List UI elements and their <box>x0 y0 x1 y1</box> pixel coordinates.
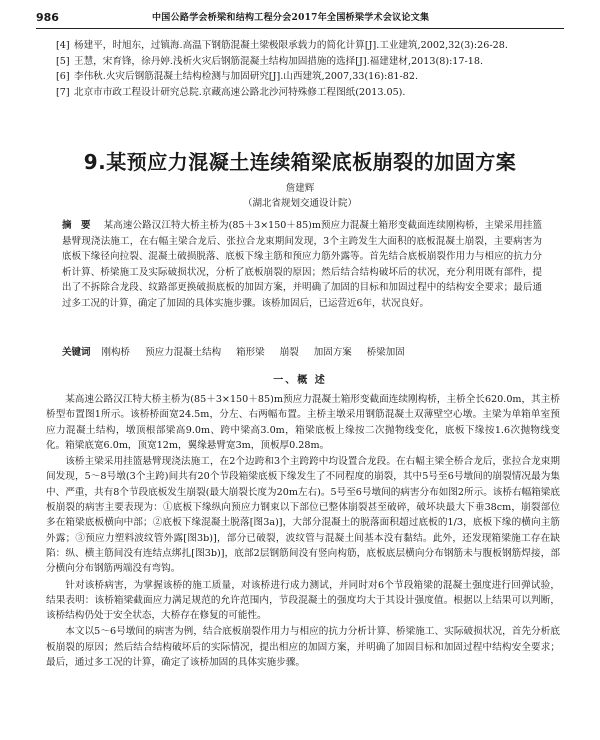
abstract-label: 摘 要 <box>62 220 94 231</box>
keyword: 桥梁加固 <box>366 347 405 358</box>
reference-text: 北京市市政工程设计研究总院.京藏高速公路北沙河特殊修工程图纸(2013.05). <box>74 86 406 98</box>
running-header <box>36 10 564 29</box>
body-paragraph: 针对该桥病害，为掌握该桥的施工质量，对该桥进行成力测试，并同时对6个节段箱梁的混凝土强度进行回弹试验，结果表明：该桥箱梁截面应力满足规范的允许范围内，节段混凝土的强度均大于其设计强度值。根据以上结果可以判断，该桥结构仍处于安全状态，大桥存在修复的可能性。 <box>46 579 560 622</box>
reference-number: [4] <box>56 40 70 51</box>
journal-title: 中国公路学会桥梁和结构工程分会2017年全国桥梁学术会议论文集 <box>152 13 430 23</box>
reference-text: 王慧，宋育锋，徐丹婷.浅析火灾后钢筋混凝土结构加固措施的选择[J].福建建材,2013(8):17-18. <box>74 55 484 67</box>
body-text <box>46 392 560 671</box>
body-paragraph: 本文以5～6号墩间的病害为例，结合底板崩裂作用力与相应的抗力分析计算、桥梁施工、实际破损状况，首先分析底板崩裂的原因；然后结合结构破坏后的实际情况，提出相应的加固方案，并明确了加固目标和加固过程中结构安全要求；最后，通过多工况的计算，确定了该桥加固的具体实施步骤。 <box>46 626 560 669</box>
reference-item <box>56 85 560 101</box>
paper-title: 9.某预应力混凝土连续箱梁底板崩裂的加固方案 <box>83 150 517 174</box>
reference-number: [5] <box>56 55 70 67</box>
reference-list <box>56 38 560 100</box>
keyword: 箱形梁 <box>236 347 265 358</box>
reference-text: 李伟秋.火灾后钢筋混凝土结构检测与加固研究[J].山西建筑,2007,33(16):81-82. <box>74 71 419 82</box>
reference-item <box>56 69 560 85</box>
body-paragraph: 某高速公路汉江特大桥主桥为(85＋3×150＋85)m预应力混凝土箱形变截面连续刚构桥，主桥全长620.0m，其主桥桥型布置图1所示。该桥桥面宽24.5m，分左、右两幅布置。主桥主墩采用钢筋混凝土双薄壁空心墩。主梁为单箱单室预应力混凝土结构，墩顶根部梁高9.0m、跨中梁高3.0m，箱梁底板上缘按二次抛物线变化，底板下缘按1.6次抛物线变化。箱梁底宽6.0m，顶宽12m，翼缘悬臂宽3m，顶板厚0.28m。 <box>46 394 560 451</box>
reference-number: [7] <box>56 86 70 98</box>
reference-item <box>56 54 560 70</box>
abstract-text: 某高速公路汉江特大桥主桥为(85＋3×150＋85)m预应力混凝土箱形变截面连续刚构桥，主梁采用挂篮悬臂现浇法施工，在右幅主梁合龙后、张拉合龙束期间发现，3个主跨发生大面积的底板混凝土崩裂，主要病害为底板下缘径向拉裂、混凝土破损脱落、底板下缘主筋和预应力筋外露等。首先结合底板崩裂作用力与相应的抗力分析计算、桥梁施工及实际破损状况，分析了底板崩裂的原因；然后结合结构破坏后的状况，充分利用既有部件，提出了不拆除合龙段、纹路部更换破损底板的加固方案，并明确了加固的目标和加固过程中的结构安全要求；最后通过多工况的计算，确定了加固的具体实施步骤。该桥加固后，已运营近6年，状况良好。 <box>62 220 542 309</box>
keyword: 加固方案 <box>313 347 352 358</box>
keywords-label: 关键词 <box>62 347 91 358</box>
keywords <box>62 345 542 360</box>
author-name: 詹建辉 <box>285 183 315 194</box>
section-heading: 一、概 述 <box>273 375 327 386</box>
reference-item <box>56 38 560 54</box>
reference-text: 杨建平，时旭东，过镇海.高温下钢筋混凝土梁极限承载力的简化计算[J].工业建筑,2002,32(3):26-28. <box>74 40 508 51</box>
reference-number: [6] <box>56 71 70 82</box>
keyword: 崩裂 <box>279 347 299 358</box>
page-number: 986 <box>36 11 59 24</box>
abstract <box>62 218 542 311</box>
body-paragraph: 该桥主梁采用挂篮悬臂现浇法施工，在2个边跨和3个主跨跨中均设置合龙段。在右幅主梁全桥合龙后，张拉合龙束期间发现，5～8号墩(3个主跨)间共有20个节段箱梁底板下缘发生了不同程度的崩裂，其中5号至6号墩间的崩裂情况最为集中、严重，共有8个节段底板发生崩裂(最大崩裂长度为20m左右)。5号至6号墩间的病害分布如图2所示。该桥右幅箱梁底板崩裂的病害主要表现为：①底板下缘纵向预应力钢束以下部位已整体崩裂甚至破碎，破坏块最大下垂38cm，崩裂部位多在箱梁底板横向中部；②底板下缘混凝土脱落[图3a)]，大部分混凝土的脱落面积超过底板的1/3，底板下缘的横向主筋外露；③预应力塑料波纹管外露[图3b)]，部分已破裂，波纹管与混凝土间基本没有黏结。此外，还发现箱梁施工存在缺陷：纵、横主筋间没有连结点绑扎[图3b)]，底部2层钢筋间没有竖向构筋，底板底层横向分布钢筋未与腹板钢筋焊接，部分横向分布钢筋两端没有弯钩。 <box>46 456 560 575</box>
author-affiliation: （湖北省规划交通设计院） <box>242 198 357 209</box>
keyword: 预应力混凝土结构 <box>145 347 222 358</box>
keyword: 刚构桥 <box>101 347 131 358</box>
